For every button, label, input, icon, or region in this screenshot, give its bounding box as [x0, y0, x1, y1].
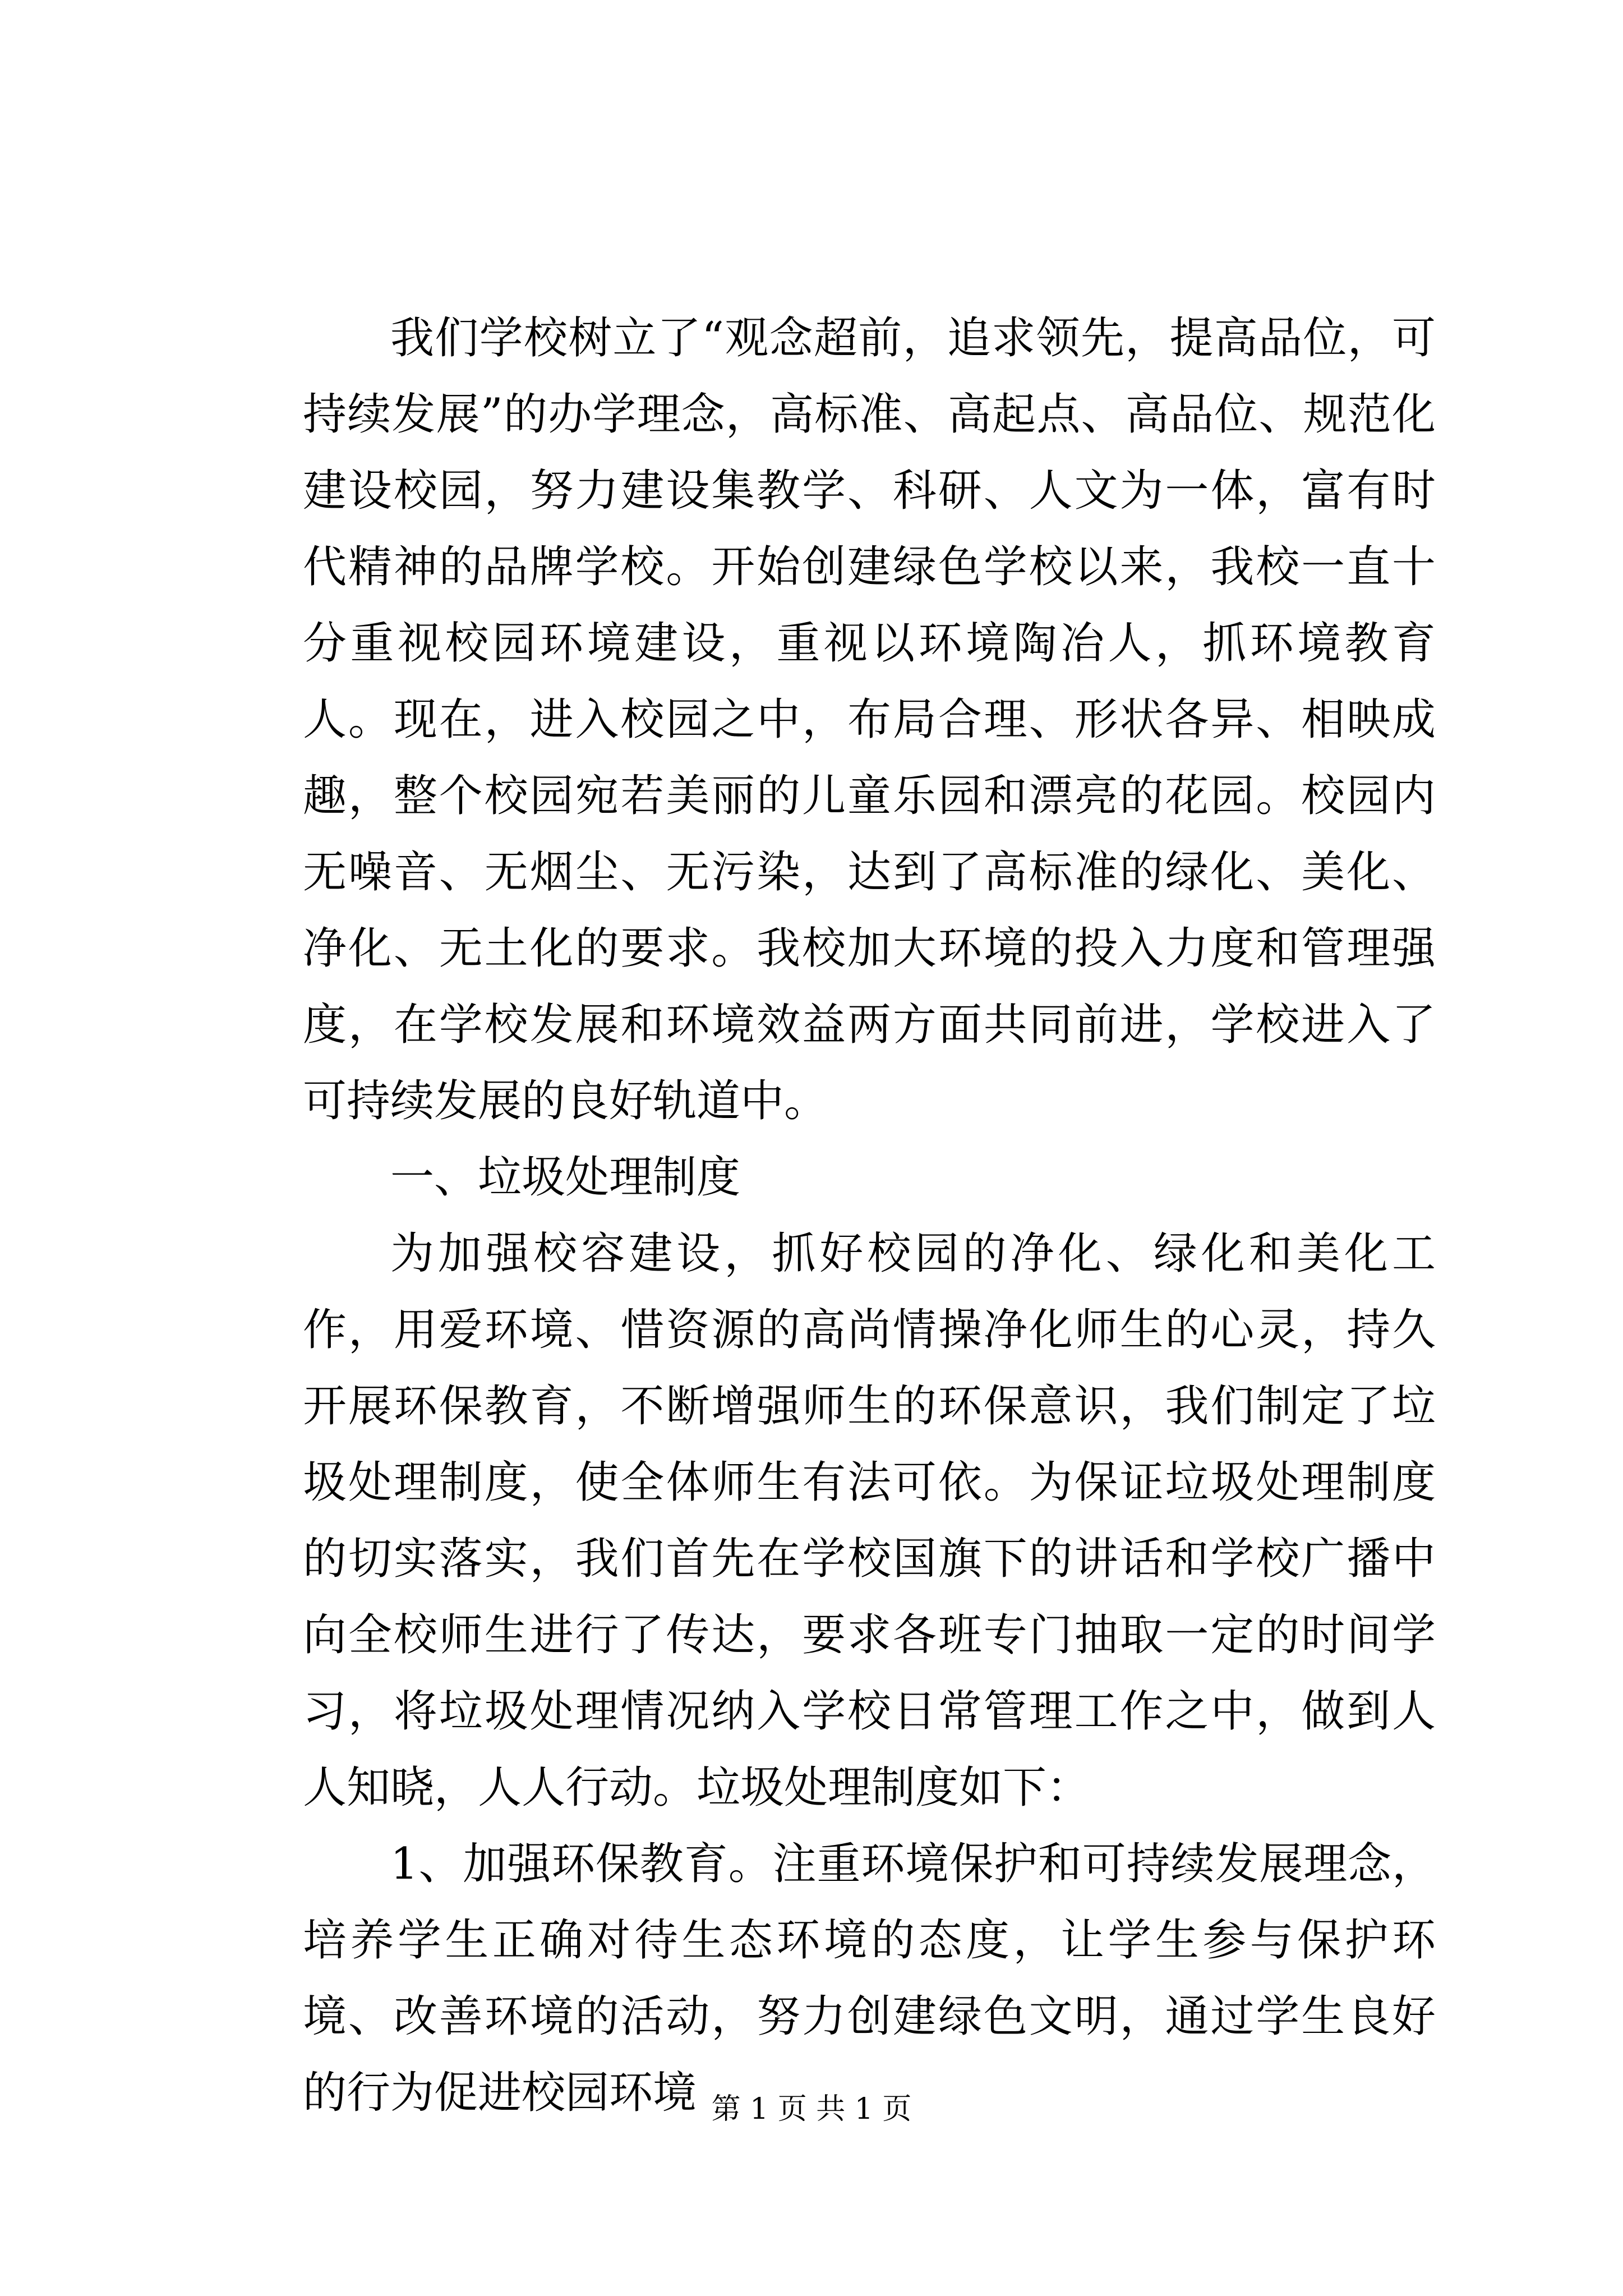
section-heading: 一、垃圾处理制度 — [390, 1152, 741, 1203]
section-paragraph-1: 为加强校容建设，抓好校园的净化、绿化和美化工作，用爱环境、惜资源的高尚情操净化师生的心灵，持久开展环保教育，不断增强师生的环保意识，我们制定了垃圾处理制度，使全体师生有法可依。为保证垃圾处理制度的切实落实，我们首先在学校国旗下的讲话和学校广播中向全校师生进行了传达，要求各班专门抽取一定的时间学习，将垃圾处理情况纳入学校日常管理工作之中，做到人人知晓，人人行动。垃圾处理制度如下： — [303, 1228, 1436, 1813]
page-footer: 第 1 页 共 1 页 — [711, 2092, 912, 2126]
section-paragraph-2: 1、加强环保教育。注重环境保护和可持续发展理念，培养学生正确对待生态环境的态度，让学生参与保护环境、改善环境的活动，努力创建绿色文明，通过学生良好的行为促进校园环境 — [303, 1839, 1436, 2118]
intro-paragraph: 我们学校树立了“观念超前，追求领先，提高品位，可持续发展”的办学理念，高标准、高起点、高品位、规范化建设校园，努力建设集教学、科研、人文为一体，富有时代精神的品牌学校。开始创建绿色学校以来，我校一直十分重视校园环境建设，重视以环境陶冶人，抓环境教育人。现在，进入校园之中，布局合理、形状各异、相映成趣，整个校园宛若美丽的儿童乐园和漂亮的花园。校园内无噪音、无烟尘、无污染，达到了高标准的绿化、美化、净化、无土化的要求。我校加大环境的投入力度和管理强度，在学校发展和环境效益两方面共同前进，学校进入了可持续发展的良好轨道中。 — [303, 313, 1436, 1126]
document-body — [303, 300, 1436, 2131]
